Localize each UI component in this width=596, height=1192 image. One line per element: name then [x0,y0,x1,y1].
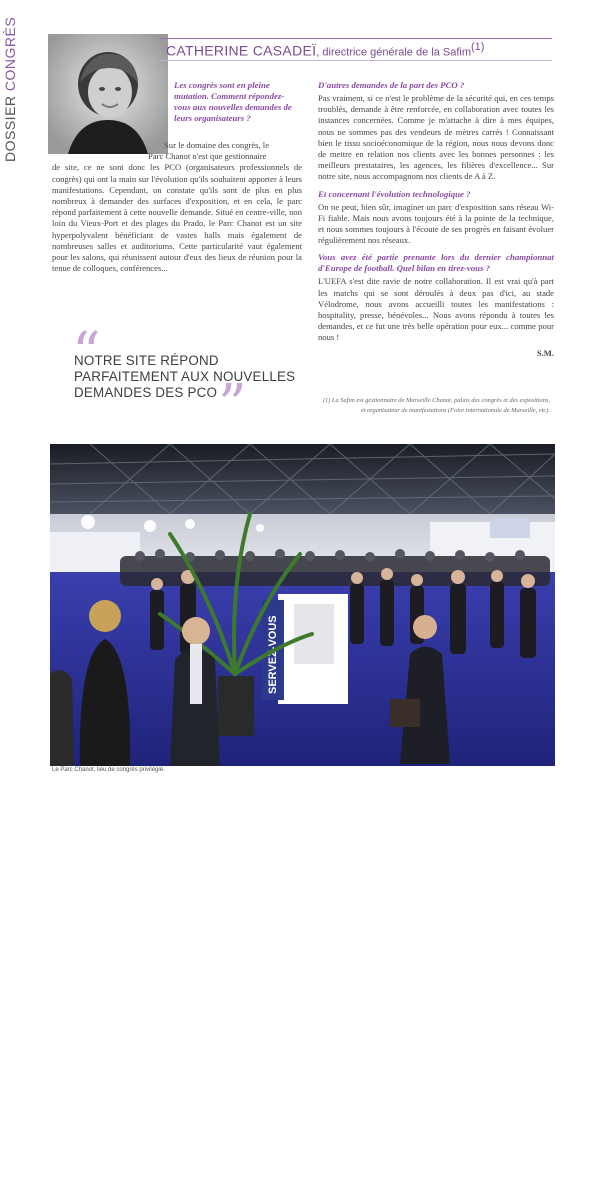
exhibition-hall-photo [50,444,555,766]
footnote-ref: (1) [471,41,484,53]
left-body: de site, ce ne sont donc les PCO (organisateurs professionnels de congrès) qui ont la main sur l'évolution qu'ils souhaitent apporter à leurs manifestations. Cependant, on constate qu'ils sont de plus en plus nombreux à demander des surfaces d'exposition, et en cela, le parc répond parfaitement à cette nouvelle demande. Situé en centre-ville, non loin du Vieux-Port et des plages du Prado, le Parc Chanot est un site hyperpolyvalent bénéficiant de vastes halls mais également de nombreuses salles et auditoriums. Cette particularité vaut également pour les salons, qui réunissent autour d'eux des lieux de réunion pour la tenue de colloques, conférences... [52,162,302,273]
question-2: Et concernant l'évolution technologique ? [318,189,554,200]
answer-1: Pas vraiment, si ce n'est le problème de la sécurité qui, en ces temps troublés, demande à être renforcée, en collaboration avec toutes les instances concernées. Comme je m'attache à dire à mes équipes, nous ne sommes pas des vendeurs de mètres carrés ! Connaissant bien le tissu socioéconomique de la région, nous nous devons donc de mettre en relation nos clients avec les bonnes personnes : les meilleurs prestataires, les agences, les filières d'excellence... Sur notre site, nous accompagnons nos clients de A à Z. [318,93,554,183]
answer-2: On ne peut, bien sûr, imaginer un parc d'exposition sans réseau Wi-Fi fiable. Mais nous avons toujours été à la pointe de la technique, et nous sommes toujours à l'écoute de ses progrès en faisant évoluer régulièrement nos réseaux. [318,202,554,247]
interviewee-title [166,41,556,59]
section-label [2,12,24,162]
footnote: (1) La Safim est gestionnaire de Marseille Chanot, palais des congrès et des expositions, et organisateur de manifestations (Foire internationale de Marseille, etc). [318,396,550,415]
right-column-text [318,80,554,363]
photo-caption: Le Parc Chanot, lieu de congrès privilégié. [52,767,165,773]
left-column-text [52,140,302,274]
left-line-1: Sur le domaine des congrès, le [52,140,302,151]
booth-sign: SERVEZ-VOUS [267,615,279,694]
close-quote-mark: ” [218,378,247,434]
open-quote-mark: “ [72,326,101,382]
portrait-photo [48,34,168,154]
question-1: D'autres demandes de la part des PCO ? [318,80,554,91]
signature: S.M. [318,348,554,359]
interviewee-name: CATHERINE CASADEÏ [166,43,316,59]
interviewee-role: , directrice générale de la Safim [316,47,471,59]
intro-question: Les congrès sont en pleine mutation. Comment répondez-vous aux nouvelles demandes de leurs organisateurs ? [174,80,294,124]
header-rule-bottom [160,60,552,61]
pull-quote: NOTRE SITE RÉPOND PARFAITEMENT AUX NOUVELLES DEMANDES DES PCO [74,353,304,401]
section-prefix: DOSSIER [2,95,18,162]
photo-credit: © GETTY IMAGES [590,1150,596,1192]
section-name: CONGRÈS [2,17,18,91]
left-line-2: Parc Chanot n'est que gestionnaire [52,151,302,162]
question-3: Vous avez été partie prenante lors du dernier championnat d'Europe de football. Quel bilan en tirez-vous ? [318,252,554,274]
answer-3: L'UEFA s'est dite ravie de notre collaboration. Il est vrai qu'à part les matchs qui se sont déroulés à deux pas d'ici, au stade Vélodrome, nous avons accueilli toutes les manifestations : hospitality, presse, bénévoles... Nous avons répondu à toutes les demandes, et ce fut une très belle opération pour eux... comme pour nous ! [318,276,554,343]
header-rule-top [160,38,552,39]
